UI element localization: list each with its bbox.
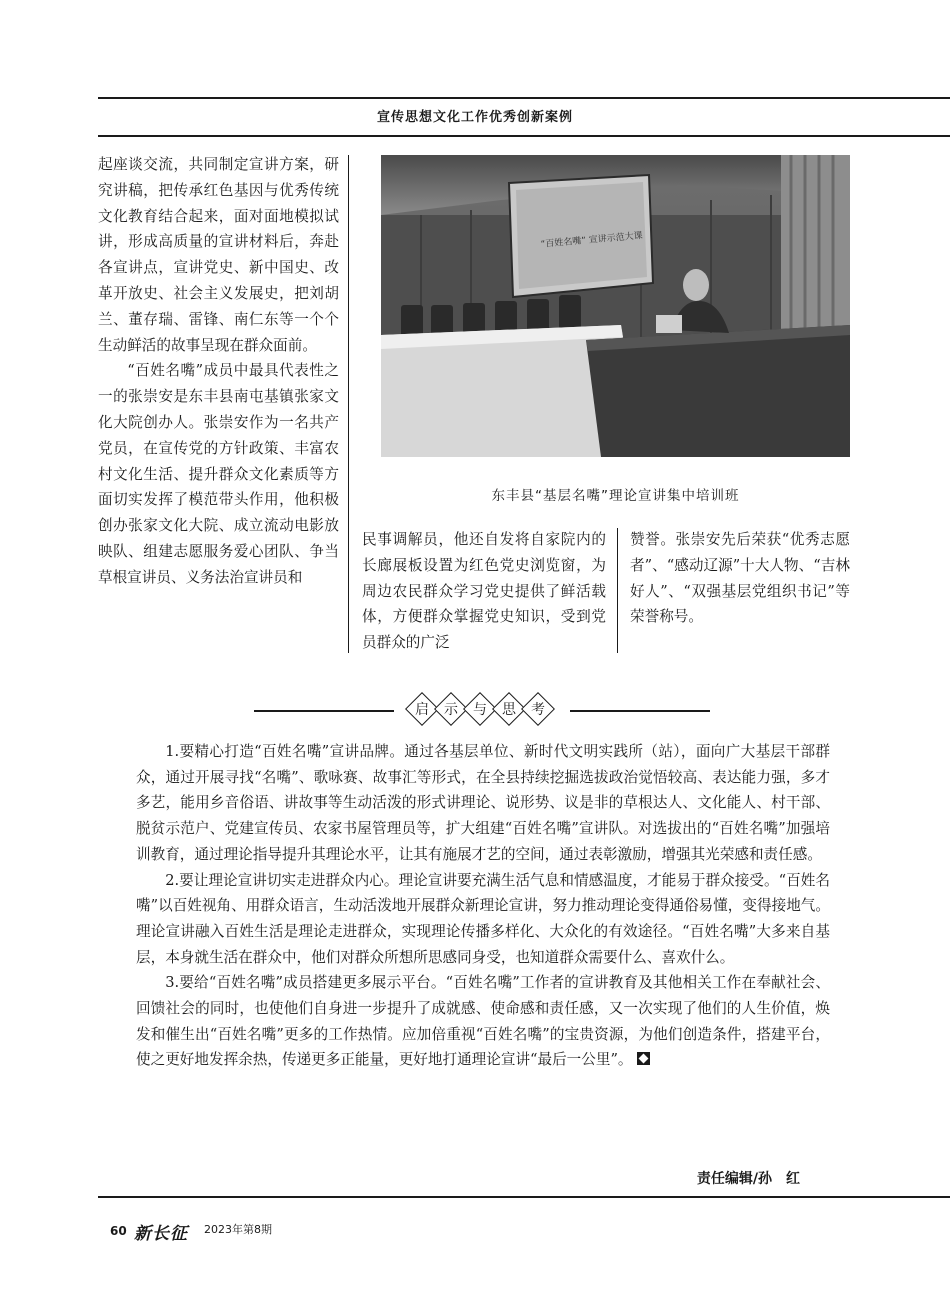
footer-rule (98, 1196, 950, 1198)
left-para-2: “百姓名嘴”成员中最具代表性之一的张崇安是东丰县南屯基镇张家文化大院创办人。张崇安作为一名共产党员，在宣传党的方针政策、丰富农村文化生活、提升群众文化素质等方面切实发挥了模范带头作用，他积极创办张家文化大院、成立流动电影放映队、组建志愿服务爱心团队、争当草根宣讲员、义务法治宣讲员和 (98, 362, 339, 586)
running-header: 宣传思想文化工作优秀创新案例 (376, 110, 573, 125)
left-para-1: 起座谈交流，共同制定宣讲方案，研究讲稿，把传承红色基因与优秀传统文化教育结合起来，面对面地模拟试讲，形成高质量的宣讲材料后，奔赴各宣讲点，宣讲党史、新中国史、改革开放史、社会主义发展史，把刘胡兰、董存瑞、雷锋、南仁东等一个个生动鲜活的故事呈现在群众面前。 (98, 156, 339, 354)
section-title (410, 697, 553, 721)
reflection-body (136, 739, 830, 1073)
lecture-hall-image (381, 155, 850, 457)
middle-text: 民事调解员，他还自发将自家院内的长廊展板设置为红色党史浏览窗，为周边农民群众学习党史提供了鲜活载体，方便群众掌握党史知识，受到党员群众的广泛 (362, 531, 606, 652)
issue-label: 2023年第8期 (204, 1223, 272, 1236)
reflection-para-2: 2.要让理论宣讲切实走进群众内心。理论宣讲要充满生活气息和情感温度，才能易于群众接受。“百姓名嘴”以百姓视角、用群众语言，生动活泼地开展群众新理论宣讲，努力推动理论变得通俗易懂，变得接地气。理论宣讲融入百姓生活是理论走进群众，实现理论传播多样化、大众化的有效途径。“百姓名嘴”大多来自基层，本身就生活在群众中，他们对群众所想所思感同身受，也知道群众需要什么、喜欢什么。 (136, 871, 830, 966)
section-char-badge: 示 (434, 692, 468, 726)
header-rule-top (98, 97, 950, 99)
right-column (630, 527, 850, 630)
section-rule-left (254, 710, 394, 712)
section-rule-right (570, 710, 710, 712)
column-divider-left (348, 155, 349, 653)
reflection-para-1: 1.要精心打造“百姓名嘴”宣讲品牌。通过各基层单位、新时代文明实践所（站），面向广大基层干部群众，通过开展寻找“名嘴”、歌咏赛、故事汇等形式，在全县持续挖掘选拔政治觉悟较高、表达能力强，多才多艺，能用乡音俗语、讲故事等生动活泼的形式讲理论、说形势、议是非的草根达人、文化能人、村干部、脱贫示范户、党建宣传员、农家书屋管理员等，扩大组建“百姓名嘴”宣讲队。对选拔出的“百姓名嘴”加强培训教育，通过理论指导提升其理论水平，让其有施展才艺的空间，通过表彰激励，增强其光荣感和责任感。 (136, 743, 830, 863)
column-divider-right (617, 528, 618, 653)
reflection-para-3: 3.要给“百姓名嘴”成员搭建更多展示平台。“百姓名嘴”工作者的宣讲教育及其他相关工作在奉献社会、回馈社会的同时，也使他们自身进一步提升了成就感、使命感和责任感，又一次实现了他们的人生价值，焕发和催生出“百姓名嘴”更多的工作热情。应加倍重视“百姓名嘴”的宝贵资源，为他们创造条件，搭建平台，使之更好地发挥余热，传递更多正能量，更好地打通理论宣讲“最后一公里”。 (136, 974, 830, 1069)
responsible-editor: 责任编辑/孙 红 (696, 1171, 800, 1187)
magazine-logo: 新长征 (134, 1224, 188, 1244)
section-char-badge: 与 (463, 692, 497, 726)
end-mark-icon (637, 1052, 650, 1065)
section-char-badge: 思 (492, 692, 526, 726)
middle-column (362, 527, 606, 656)
header-rule-bottom (98, 135, 950, 137)
section-char-badge: 考 (521, 692, 555, 726)
left-column (98, 152, 339, 591)
screen-text: “百姓名嘴” 宣讲示范大课 (540, 231, 644, 250)
right-text: 赞誉。张崇安先后荣获“优秀志愿者”、“感动辽源”十大人物、“吉林好人”、“双强基层党组织书记”等荣誉称号。 (630, 531, 850, 626)
section-char-badge: 启 (405, 692, 439, 726)
training-photo (381, 155, 850, 457)
photo-caption: 东丰县“基层名嘴”理论宣讲集中培训班 (491, 488, 740, 504)
page-number: 60 (110, 1224, 127, 1238)
